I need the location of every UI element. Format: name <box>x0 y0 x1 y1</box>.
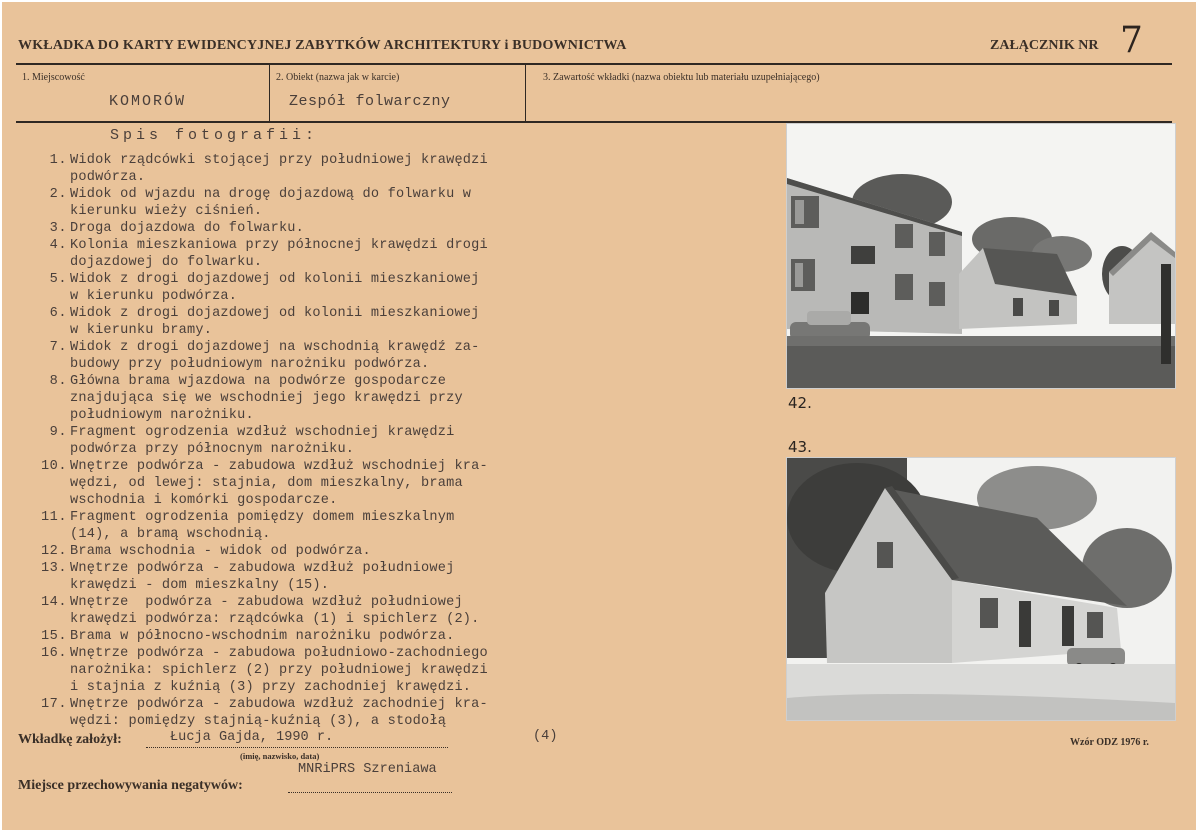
photo-list <box>16 152 586 730</box>
photo-list-heading: Spis fotografii: <box>110 127 319 144</box>
record-card <box>2 2 1196 830</box>
locality-value: KOMORÓW <box>109 93 187 110</box>
created-by-line <box>146 747 448 748</box>
list-item: 9. Fragment ogrodzenia wzdłuż wschodniej krawędzi podwórza przy północnym narożniku. <box>49 425 455 457</box>
list-item: 14. Wnętrze podwórza - zabudowa wzdłuż południowej krawędzi podwórza: rządcówka (1) i spichlerz (2). <box>41 595 480 627</box>
list-item: 15. Brama w północno-wschodnim narożniku podwórza. <box>41 629 455 644</box>
header-rule-top <box>16 63 1172 65</box>
list-item: 10. Wnętrze podwórza - zabudowa wzdłuż wschodniej kra- wędzi, od lewej: stajnia, dom mieszkalny, brama wschodnia i komórki gospodarcze. <box>41 459 488 508</box>
list-item: 17. Wnętrze podwórza - zabudowa wzdłuż zachodniej kra- wędzi: pomiędzy stajnią-kuźnią (3), a stodołą <box>41 697 488 729</box>
list-item: 11. Fragment ogrodzenia pomiędzy domem mieszkalnym (14), a bramą wschodnią. <box>41 510 455 542</box>
list-item: 16. Wnętrze podwórza - zabudowa południowo-zachodniego narożnika: spichlerz (2) przy południowej krawędzi i stajnia z kuźnią (3) przy zachodniej krawędzi. <box>41 646 488 695</box>
object-label: 2. Obiekt (nazwa jak w karcie) <box>276 72 400 83</box>
list-item: 4. Kolonia mieszkaniowa przy północnej krawędzi drogi dojazdowej do folwarku. <box>49 238 488 270</box>
list-item: 7. Widok z drogi dojazdowej na wschodnią krawędź za- budowy przy południowym narożniku podwórza. <box>49 340 480 372</box>
list-item: 12. Brama wschodnia - widok od podwórza. <box>41 544 371 559</box>
created-by-label: Wkładkę założył: <box>18 732 122 747</box>
form-template-note: Wzór ODZ 1976 r. <box>1070 737 1149 748</box>
storage-label: Miejsce przechowywania negatywów: <box>18 778 243 793</box>
list-item: 2. Widok od wjazdu na drogę dojazdową do folwarku w kierunku wieży ciśnień. <box>49 187 472 219</box>
list-item: 6. Widok z drogi dojazdowej od kolonii mieszkaniowej w kierunku bramy. <box>49 306 480 338</box>
attachment-label: ZAŁĄCZNIK NR <box>990 38 1099 53</box>
created-by-hint: (imię, nazwisko, data) <box>240 751 320 761</box>
field-divider-1 <box>269 65 270 121</box>
photo-43 <box>786 457 1176 721</box>
cottage-photo <box>787 458 1175 720</box>
list-continuation: (4) <box>533 729 558 744</box>
photo-42-number: 42. <box>788 394 812 412</box>
photo-43-number: 43. <box>788 438 812 456</box>
list-item: 8. Główna brama wjazdowa na podwórze gospodarcze znajdująca się we wschodniej jego krawędzi przy południowym narożniku. <box>49 374 463 423</box>
form-title: WKŁADKA DO KARTY EWIDENCYJNEJ ZABYTKÓW ARCHITEKTURY i BUDOWNICTWA <box>18 38 627 53</box>
list-item: 13. Wnętrze podwórza - zabudowa wzdłuż południowej krawędzi - dom mieszkalny (15). <box>41 561 455 593</box>
storage-line <box>288 792 452 793</box>
attachment-number: 7 <box>1120 20 1143 61</box>
object-value: Zespół folwarczny <box>289 93 451 110</box>
created-by-value: Łucja Gajda, 1990 r. <box>170 730 334 745</box>
storage-value: MNRiPRS Szreniawa <box>298 762 437 777</box>
list-item: 3. Droga dojazdowa do folwarku. <box>49 221 305 236</box>
list-item: 1. Widok rządcówki stojącej przy południowej krawędzi podwórza. <box>49 153 488 185</box>
photo-42 <box>786 123 1176 389</box>
farm-buildings-photo <box>787 124 1175 388</box>
contents-label: 3. Zawartość wkładki (nazwa obiektu lub materiału uzupełniającego) <box>543 72 820 83</box>
list-item: 5. Widok z drogi dojazdowej od kolonii mieszkaniowej w kierunku podwórza. <box>49 272 480 304</box>
locality-label: 1. Miejscowość <box>22 72 85 83</box>
field-divider-2 <box>525 65 526 121</box>
